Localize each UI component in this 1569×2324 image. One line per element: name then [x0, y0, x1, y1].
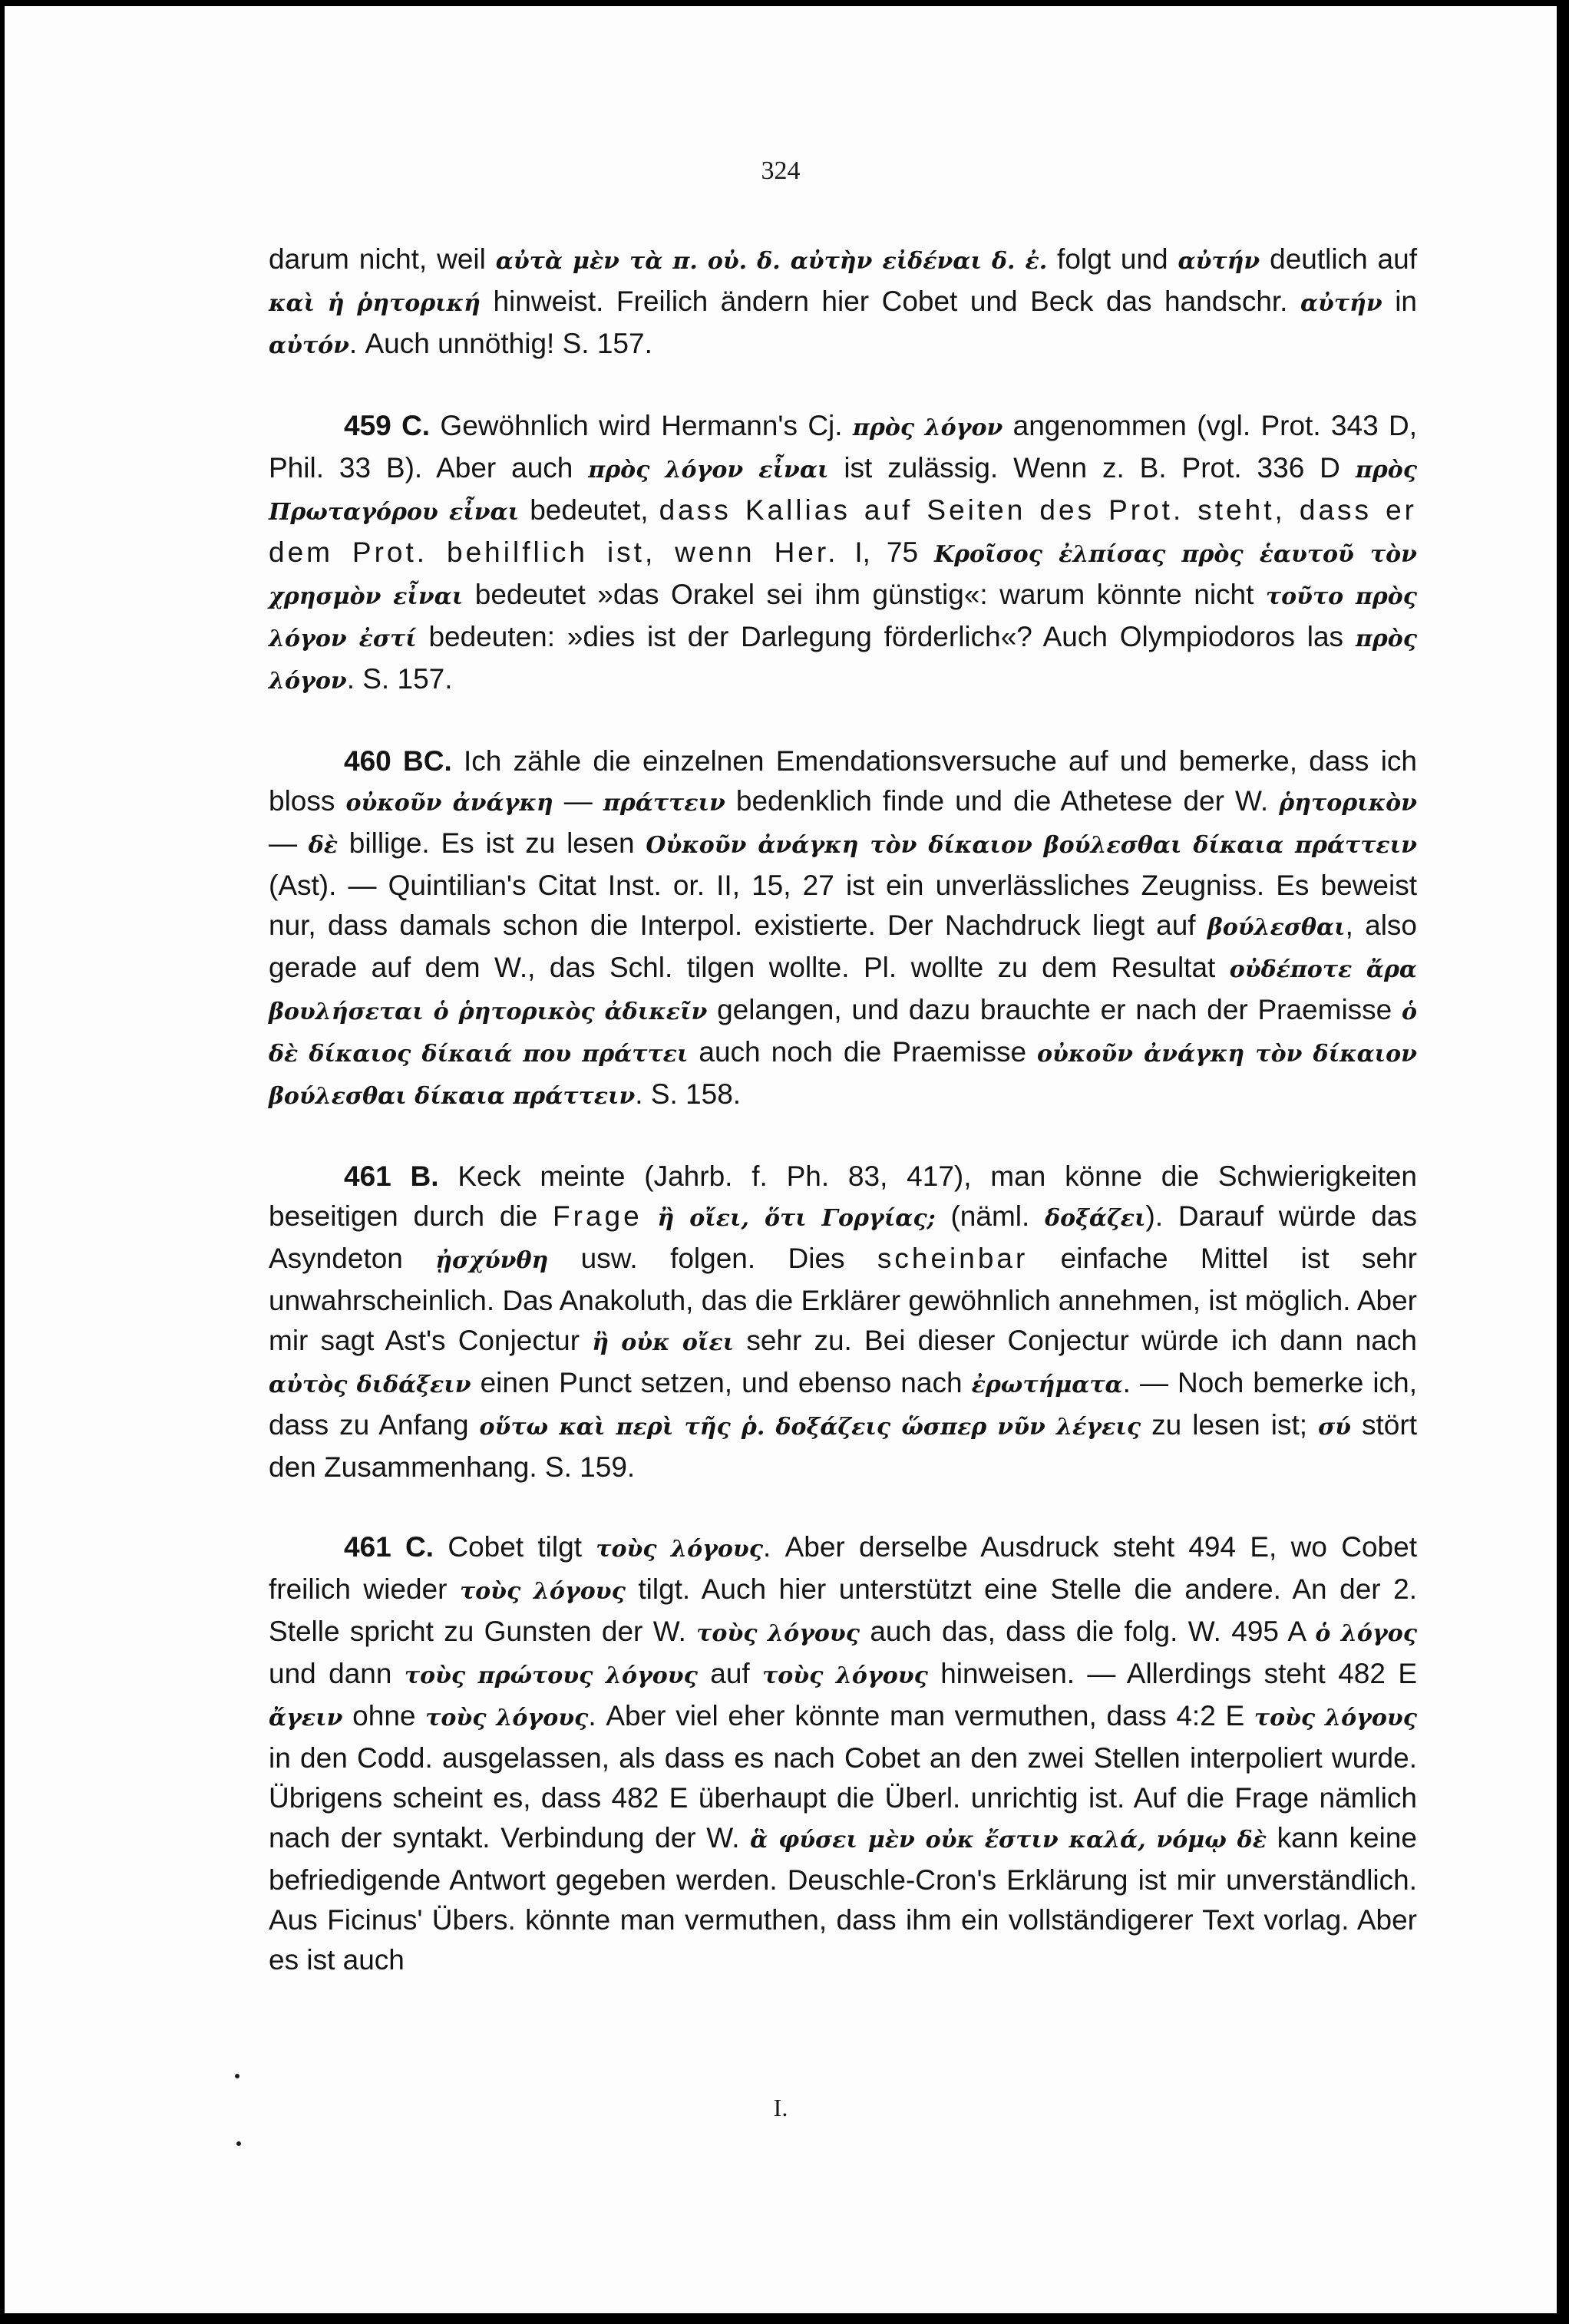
- greek-phrase: ᾐσχύνθη: [435, 1247, 549, 1274]
- greek-phrase: τοὺς λόγους: [459, 1578, 626, 1605]
- text-run: auch noch die Praemisse: [688, 1036, 1038, 1068]
- greek-phrase: αὐτήν: [1300, 290, 1382, 317]
- text-run: ohne: [342, 1700, 426, 1731]
- text-run: einfache Mittel ist sehr unwahrscheinlich. Das Anakoluth, das die Erklärer gewöhnlich annehmen, ist möglich. Aber mir sagt Ast's Conjectur: [269, 1243, 1417, 1356]
- greek-phrase: οὐκοῦν ἀνάγκη: [345, 790, 553, 817]
- text-run: usw. folgen. Dies: [548, 1243, 877, 1274]
- text-run: bedeuten: »dies ist der Darlegung förderlich«? Auch Olympiodoros las: [416, 621, 1356, 652]
- text-run: sehr zu. Bei dieser Conjectur würde ich dann nach: [734, 1325, 1417, 1356]
- greek-phrase: αὐτὸς διδάξειν: [269, 1372, 471, 1398]
- text-run: hinweisen. — Allerdings steht 482 E: [927, 1658, 1417, 1689]
- text-run: auch das, dass die folg. W. 495 A: [860, 1616, 1316, 1647]
- paragraph-461c: [269, 1527, 1417, 1980]
- speck-dot: [235, 2074, 239, 2078]
- text-run: . Auch unnöthig! S. 157.: [348, 328, 652, 359]
- page-body: [269, 239, 1417, 1980]
- text-run: kann keine befriedigende Antwort gegeben werden. Deuschle-Cron's Erklärung ist mir unverständlich. Aus Ficinus' Übers. könnte man vermuthen, dass ihm ein vollständigerer Text vorlag. Aber es ist auch: [269, 1822, 1417, 1976]
- greek-phrase: ὁ δὲ δίκαιος δίκαιά που πράττει: [269, 999, 1418, 1068]
- greek-phrase: ὁ λόγος: [1315, 1620, 1417, 1647]
- greek-phrase: ἢ οἴει, ὅτι Γοργίας;: [657, 1205, 936, 1232]
- paragraph-461b: [269, 1157, 1417, 1487]
- text-run: deutlich auf: [1260, 243, 1417, 275]
- text-run: Ich zähle die einzelnen Emendationsversuche auf und bemerke, dass ich bloss: [269, 745, 1418, 817]
- greek-phrase: τοῦτο πρὸς λόγον ἐστί: [269, 583, 1418, 652]
- text-run: folgt und: [1047, 243, 1178, 275]
- text-run: . S. 157.: [346, 663, 453, 695]
- greek-phrase: τοὺς λόγους: [762, 1662, 928, 1689]
- greek-phrase: καὶ ἡ ῥητορική: [269, 290, 481, 317]
- text-run: darum nicht, weil: [269, 243, 496, 275]
- greek-phrase: αὐτὰ μὲν τὰ π. οὐ. δ. αὐτὴν εἰδέναι δ. ἐ.: [495, 248, 1048, 275]
- greek-phrase: Οὐκοῦν ἀνάγκη τὸν δίκαιον βούλεσθαι δίκαια πράττειν: [646, 832, 1417, 859]
- greek-phrase: πράττειν: [603, 790, 725, 817]
- greek-phrase: ἃ φύσει μὲν οὐκ ἔστιν καλά, νόμῳ δὲ: [750, 1827, 1267, 1854]
- spaced-emphasis: scheinbar: [877, 1243, 1029, 1274]
- greek-phrase: τοὺς λόγους: [596, 1536, 763, 1563]
- greek-phrase: πρὸς Πρωταγόρου εἶναι: [269, 457, 1417, 526]
- greek-phrase: πρὸς λόγον: [269, 626, 1417, 695]
- greek-phrase: ἢ οὐκ οἴει: [592, 1329, 735, 1356]
- spaced-emphasis: dass Kallias auf Seiten des Prot. steht, dass er dem Prot. behilflich ist, wenn Her.: [269, 494, 1417, 568]
- paragraph-continuation: [269, 239, 1417, 366]
- greek-phrase: τοὺς πρώτους λόγους: [404, 1662, 698, 1689]
- text-run: bedenklich finde und die Athetese der W.: [725, 785, 1280, 817]
- text-run: Cobet tilgt: [434, 1531, 596, 1563]
- paragraph-459c: [269, 406, 1417, 701]
- greek-phrase: οὐκοῦν ἀνάγκη τὸν δίκαιον βούλεσθαι δίκαια πράττειν: [269, 1041, 1417, 1110]
- greek-phrase: δοξάζει: [1045, 1205, 1146, 1232]
- text-run: [642, 1200, 658, 1232]
- text-run: ist zulässig. Wenn z. B. Prot. 336 D: [828, 452, 1356, 484]
- greek-phrase: τοὺς λόγους: [696, 1620, 860, 1647]
- scan-specks: [235, 2074, 243, 2151]
- greek-phrase: Κροῖσος ἐλπίσας πρὸς ἑαυτοῦ τὸν χρησμὸν εἶναι: [269, 541, 1417, 610]
- spaced-emphasis: Frage: [553, 1200, 642, 1232]
- text-run: . — Noch bemerke ich, dass zu Anfang: [269, 1367, 1417, 1441]
- greek-phrase: τοὺς λόγους: [1254, 1705, 1418, 1731]
- text-run: einen Punct setzen, und ebenso nach: [471, 1367, 972, 1398]
- text-run: stört den Zusammenhang. S. 159.: [269, 1409, 1417, 1483]
- greek-phrase: δὲ: [308, 832, 339, 859]
- greek-phrase: πρὸς λόγον: [852, 414, 1003, 441]
- greek-phrase: σύ: [1318, 1414, 1351, 1441]
- page-number: 324: [761, 157, 801, 185]
- greek-phrase: πρὸς λόγον εἶναι: [588, 457, 829, 484]
- text-run: angenommen (vgl. Prot. 343 D, Phil. 33 B). Aber auch: [269, 410, 1418, 484]
- book-page: [5, 6, 1557, 2313]
- text-run: gelangen, und dazu brauchte er nach der Praemisse: [707, 994, 1402, 1025]
- section-reference: 461 C.: [344, 1531, 434, 1563]
- text-run: bedeutet »das Orakel sei ihm günstig«: warum könnte nicht: [463, 579, 1266, 610]
- section-reference: 460 BC.: [344, 745, 452, 777]
- text-run: I, 75: [838, 536, 935, 568]
- text-run: . Aber derselbe Ausdruck steht 494 E, wo Cobet freilich wieder: [269, 1531, 1417, 1605]
- section-reference: 461 B.: [344, 1160, 439, 1192]
- text-run: billige. Es ist zu lesen: [338, 827, 646, 859]
- greek-phrase: ῥητορικὸν: [1279, 790, 1418, 817]
- text-run: (näml.: [935, 1200, 1045, 1232]
- section-reference: 459 C.: [344, 410, 431, 441]
- text-run: tilgt. Auch hier unterstützt eine Stelle die andere. An der 2. Stelle spricht zu Gunsten der W.: [269, 1573, 1417, 1647]
- text-run: . S. 158.: [635, 1078, 742, 1110]
- text-run: —: [553, 785, 603, 817]
- paragraph-460bc: [269, 741, 1417, 1117]
- greek-phrase: βούλεσθαι: [1207, 914, 1346, 941]
- text-run: auf: [697, 1658, 763, 1689]
- greek-phrase: οὕτω καὶ περὶ τῆς ῥ. δοξάζεις ὥσπερ νῦν λέγεις: [479, 1414, 1141, 1441]
- greek-phrase: αὐτήν: [1178, 248, 1260, 275]
- greek-phrase: ἄγειν: [269, 1705, 343, 1731]
- text-run: hinweist. Freilich ändern hier Cobet und Beck das handschr.: [480, 286, 1300, 317]
- text-run: Keck meinte (Jahrb. f. Ph. 83, 417), man könne die Schwierigkeiten beseitigen durch die: [269, 1160, 1418, 1232]
- text-run: (Ast). — Quintilian's Citat Inst. or. II, 15, 27 ist ein unverlässliches Zeugniss. Es beweist nur, dass damals schon die Interpol. existierte. Der Nachdruck liegt auf: [269, 870, 1417, 941]
- text-run: in den Codd. ausgelassen, als dass es nach Cobet an den zwei Stellen interpoliert wurde. Übrigens scheint es, dass 482 E überhaupt die Überl. unrichtig ist. Auf die Frage nämlich nach der syntakt. Verbindung der W.: [269, 1742, 1417, 1854]
- greek-phrase: τοὺς λόγους: [425, 1705, 589, 1731]
- text-run: bedeutet,: [519, 494, 659, 526]
- signature-mark: I.: [773, 2094, 788, 2121]
- speck-dot: [236, 2141, 241, 2146]
- text-run: ). Darauf würde das Asyndeton: [269, 1200, 1417, 1274]
- text-run: zu lesen ist;: [1141, 1409, 1319, 1441]
- text-run: und dann: [269, 1658, 405, 1689]
- text-run: , also gerade auf dem W., das Schl. tilgen wollte. Pl. wollte zu dem Resultat: [269, 909, 1418, 983]
- greek-phrase: αὐτόν: [269, 332, 349, 359]
- greek-phrase: ἐρωτήματα: [971, 1372, 1123, 1398]
- text-run: in: [1382, 286, 1417, 317]
- text-run: Gewöhnlich wird Hermann's Cj.: [430, 410, 853, 441]
- greek-phrase: οὐδέποτε ἄρα βουλήσεται ὁ ῥητορικὸς ἀδικεῖν: [269, 956, 1417, 1025]
- text-run: —: [269, 827, 309, 859]
- text-run: . Aber viel eher könnte man vermuthen, dass 4:2 E: [588, 1700, 1254, 1731]
